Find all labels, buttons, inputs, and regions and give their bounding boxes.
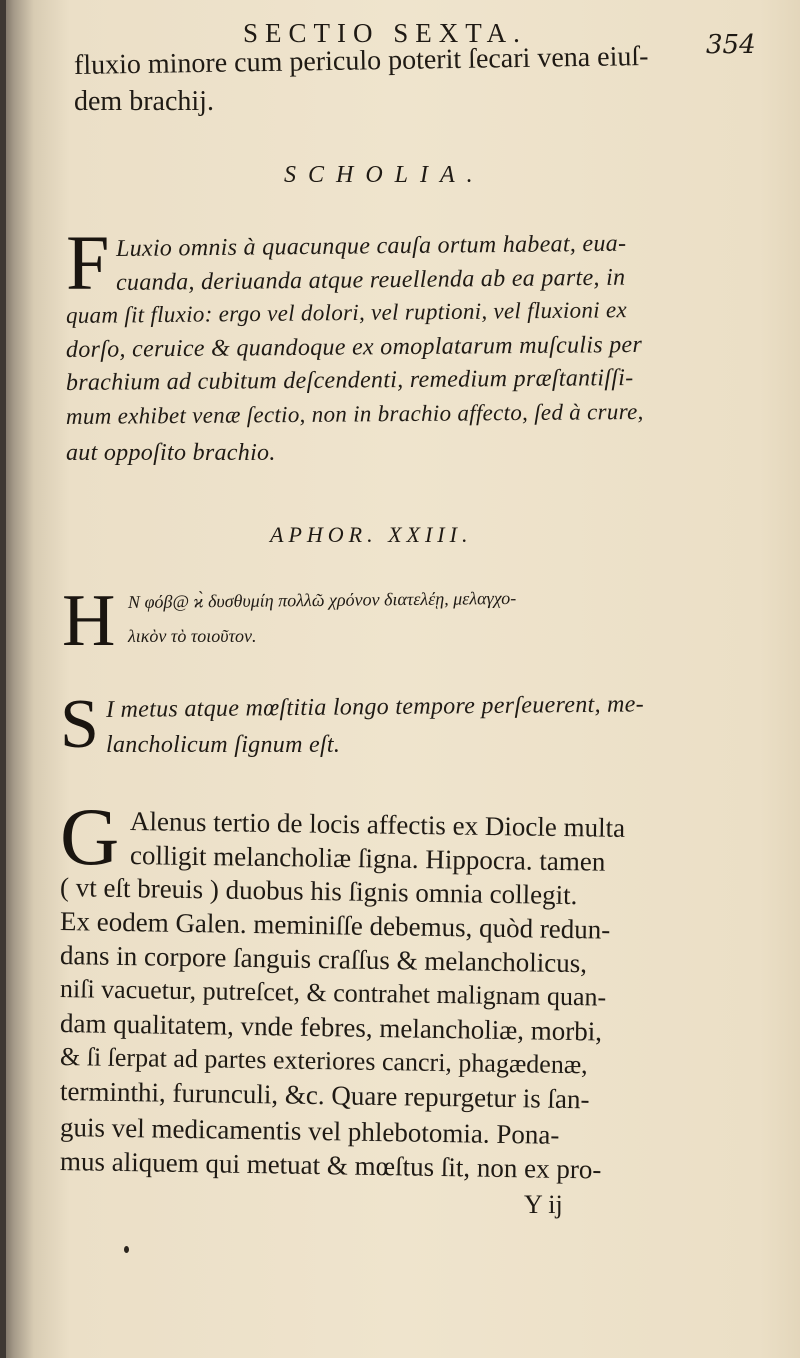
text-line: I metus atque mœſtitia longo tempore perſeuerent, me- — [105, 691, 645, 723]
text-line: Alenus tertio de locis affectis ex Diocle multa — [129, 806, 626, 843]
aphorism-heading: APHOR. XXIII. — [270, 522, 473, 547]
text-line: ( vt eſt breuis ) duobus his ſignis omnia collegit. — [59, 872, 578, 911]
text-line: guis vel medicamentis vel phlebotomia. Pona- — [59, 1112, 560, 1150]
text-line: quam ſit fluxio: ergo vel dolori, vel ruptioni, vel fluxioni ex — [65, 297, 628, 328]
text-line: Luxio omnis à quacunque cauſa ortum habeat, eua- — [115, 230, 627, 262]
page-gutter — [0, 0, 6, 1358]
drop-cap-initial: F — [66, 219, 110, 306]
page-number: 354 — [706, 30, 756, 60]
latin-drop-cap: S — [60, 686, 99, 763]
text-line: & ſi ſerpat ad partes exteriores cancri, phagædenæ, — [59, 1042, 588, 1080]
text-line: dorſo, ceruice & quandoque ex omoplatarum muſculis per — [65, 331, 643, 363]
text-line: fluxio minore cum periculo poterit ſecari vena eiuſ- — [73, 40, 649, 81]
text-line: colligit melancholiæ ſigna. Hippocra. tamen — [129, 840, 606, 877]
text-line: dans in corpore ſanguis craſſus & melancholicus, — [59, 940, 588, 979]
greek-drop-cap: H — [62, 580, 116, 662]
text-line: niſi vacuetur, putreſcet, & contrahet malignam quan- — [59, 974, 607, 1012]
running-title: SECTIO SEXTA. — [243, 18, 527, 48]
text-line: cuanda, deriuanda atque reuellenda ab ea parte, in — [115, 264, 626, 296]
text-line: brachium ad cubitum deſcendenti, remedium præſtantiſſi- — [65, 365, 634, 396]
text-line: dam qualitatem, vnde febres, melancholiæ, morbi, — [59, 1008, 603, 1047]
greek-text-line: Ν φόβ@ ϰ̀ δυσθυμίη πολλῶ χρόνον διατελέῃ, μελαγχο- — [127, 587, 517, 612]
text-line: dem brachij. — [74, 86, 214, 117]
greek-text-line: λικὸν τὸ τοιοῦτον. — [128, 626, 257, 646]
text-line: aut oppoſito brachio. — [66, 440, 276, 466]
commentary-drop-cap: G — [60, 791, 120, 882]
text-line: lancholicum ſignum eſt. — [106, 732, 341, 758]
text-line: mum exhibet venæ ſectio, non in brachio affecto, ſed à crure, — [65, 398, 644, 429]
text-line: Ex eodem Galen. meminiſſe debemus, quòd redun- — [59, 906, 611, 945]
scholia-heading: SCHOLIA. — [284, 162, 485, 188]
signature-mark: Y ij — [524, 1190, 563, 1219]
ink-spot — [124, 1246, 129, 1253]
text-line: mus aliquem qui metuat & mœſtus ſit, non ex pro- — [59, 1146, 602, 1185]
text-line: terminthi, furunculi, &c. Quare repurgetur is ſan- — [59, 1076, 590, 1115]
